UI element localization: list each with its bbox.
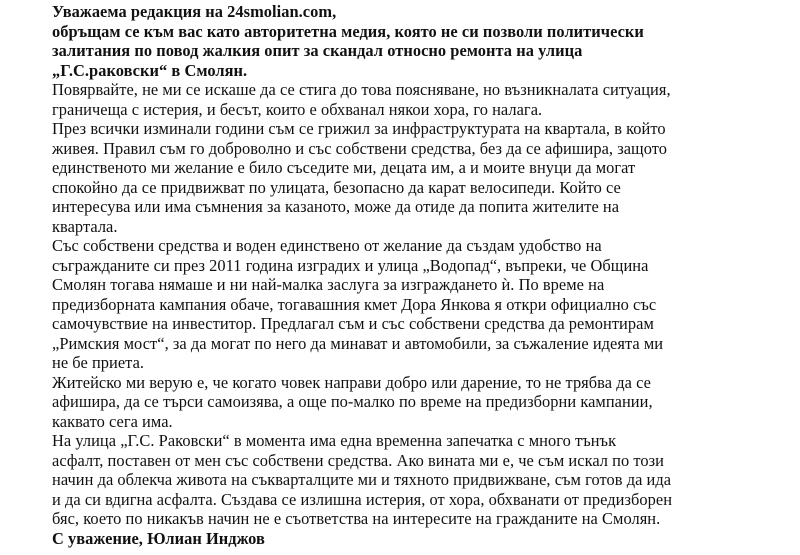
body-line: съгражданите си през 2011 година изградих и улица „Водопад“, въпреки, че Община bbox=[52, 255, 649, 275]
body-line: самочувствие на инвеститор. Предлагал съм и със собствени средства да ремонтирам bbox=[52, 314, 654, 333]
header-line: „Г.С.раковски“ в Смолян. bbox=[52, 60, 248, 80]
body-line: начин да облекча живота на съкварталците ми и тяхното придвижване, съм готов да ида bbox=[52, 470, 672, 489]
body-line: афишира, да се търси самоизява, а още по-малко по време на предизборни кампании, bbox=[52, 392, 653, 411]
body-line: Смолян тогава нямаше и ни най-малка заслуга за изграждането ѝ. По време на bbox=[52, 275, 605, 294]
body-line: асфалт, поставен от мен със собствени средства. Ако вината ми е, че съм искал по този bbox=[52, 450, 664, 470]
body-line: На улица „Г.С. Раковски“ в момента има една временна запечатка с много тънък bbox=[52, 431, 617, 450]
body-line: Повярвайте, не ми се искаше да се стига до това поясняване, но възникналата ситуация, bbox=[52, 80, 671, 99]
body-line: квартала. bbox=[52, 216, 118, 236]
body-line: предизборната кампания обаче, тогавашния кмет Дора Янкова я откри официално със bbox=[52, 294, 657, 314]
body-line: единственото ми желание е било съседите ми, децата им, а и моите внуци да могат bbox=[52, 158, 636, 177]
body-line: интересува или има съмнения за казаното, може да отиде да попита жителите на bbox=[52, 197, 620, 216]
body-line: бяс, което по никакъв начин не е съответства на интересите на гражданите на Смолян. bbox=[52, 509, 661, 528]
body-line: граничеща с истерия, и бесът, които е обхванал някои хора, го налага. bbox=[52, 99, 543, 119]
body-line: и да си вдигна асфалта. Създава се излишна истерия, от хора, обхванати от предизборен bbox=[52, 489, 673, 509]
letter-body bbox=[52, 80, 800, 529]
body-line: През всички изминали години съм се грижил за инфраструктурата на квартала, в който bbox=[52, 119, 666, 138]
body-line: спокойно да се придвижват по улицата, безопасно да карат велосипеди. Който се bbox=[52, 177, 621, 197]
header-line: залитания по повод жалкия опит за скандал относно ремонта на улица bbox=[52, 41, 583, 60]
body-line: Със собствени средства и воден единствено от желание да създам удобство на bbox=[52, 236, 602, 255]
body-line: Житейско ми верую е, че когато човек направи добро или дарение, то не трябва да се bbox=[52, 372, 651, 392]
greeting-line: Уважаема редакция на 24smolian.com, bbox=[52, 2, 337, 21]
body-line: каквато сега има. bbox=[52, 411, 173, 431]
header-line: обръщам се към вас като авторитетна медия, която не си позволи политически bbox=[52, 21, 644, 41]
signature: С уважение, Юлиан Инджов bbox=[52, 528, 265, 548]
body-line: живея. Правил съм го доброволно и със собствени средства, без да се афишира, защото bbox=[52, 138, 667, 158]
body-line: не бе приета. bbox=[52, 353, 145, 372]
letter-header bbox=[52, 2, 800, 80]
body-line: „Римския мост“, за да могат по него да минават и автомобили, за съжаление идеята ми bbox=[52, 333, 664, 353]
